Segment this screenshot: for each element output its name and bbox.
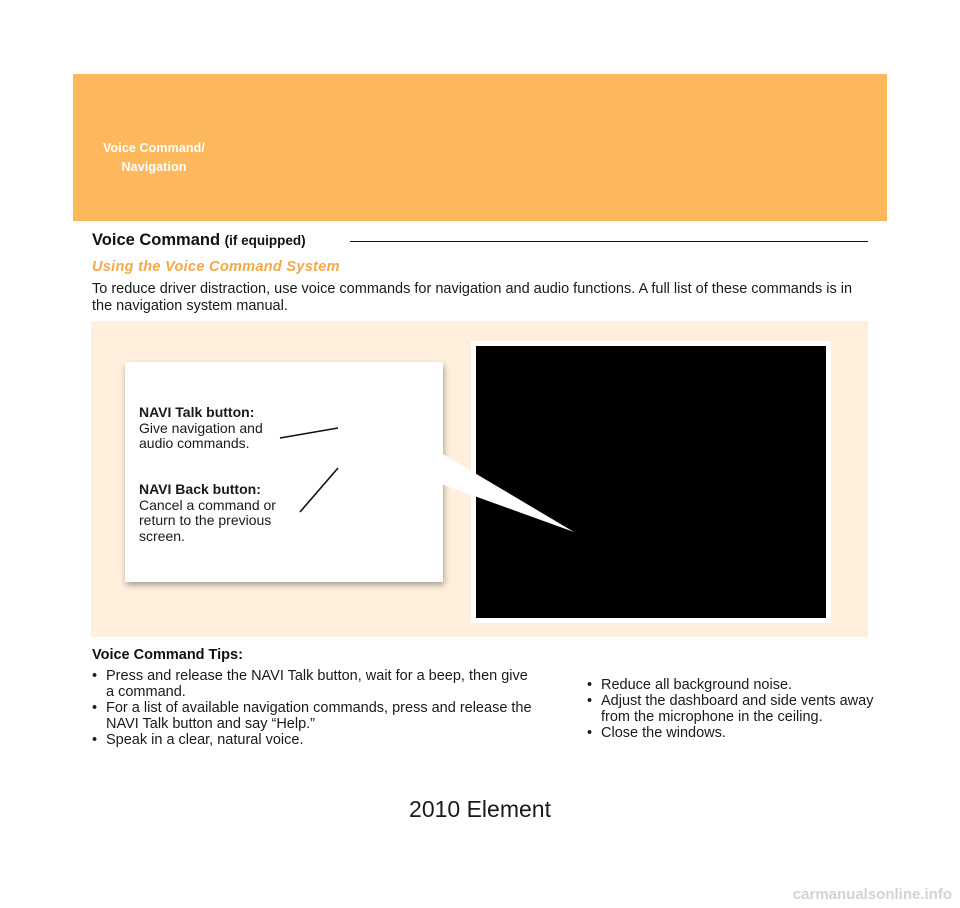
callout-navi-talk [139,405,299,452]
callout-navi-back-title: NAVI Back button: [139,481,261,497]
tips-list-right [587,677,877,741]
tips-list-left [92,668,532,748]
callout-navi-back-text: Cancel a command or return to the previous screen. [139,496,276,544]
footer-model: 2010 Element [409,796,551,822]
section-title-qualifier: (if equipped) [224,233,306,248]
tips-heading: Voice Command Tips: [92,647,243,663]
section-tab-line2: Navigation [121,160,187,174]
list-item: • Speak in a clear, natural voice. [92,732,532,748]
list-item: • Close the windows. [587,725,877,741]
list-item: • For a list of available navigation commands, press and release the NAVI Talk button and say “Help.” [92,700,532,732]
callout-navi-talk-text: Give navigation and audio commands. [139,419,263,451]
section-tab-line1: Voice Command/ [103,141,205,155]
watermark: carmanualsonline.info [792,886,952,903]
list-item: • Adjust the dashboard and side vents away from the microphone in the ceiling. [587,693,877,725]
callout-pointer [441,453,574,532]
intro-paragraph: To reduce driver distraction, use voice commands for navigation and audio functions. A full list of these commands is in the navigation system manual. [92,281,853,314]
list-item: • Reduce all background noise. [587,677,877,693]
callout-navi-back [139,482,299,544]
subheading: Using the Voice Command System [92,259,340,275]
list-item: • Press and release the NAVI Talk button, wait for a beep, then give a command. [92,668,532,700]
back-leader-line [300,468,338,512]
section-title-text: Voice Command [92,231,221,249]
callout-navi-talk-title: NAVI Talk button: [139,404,255,420]
